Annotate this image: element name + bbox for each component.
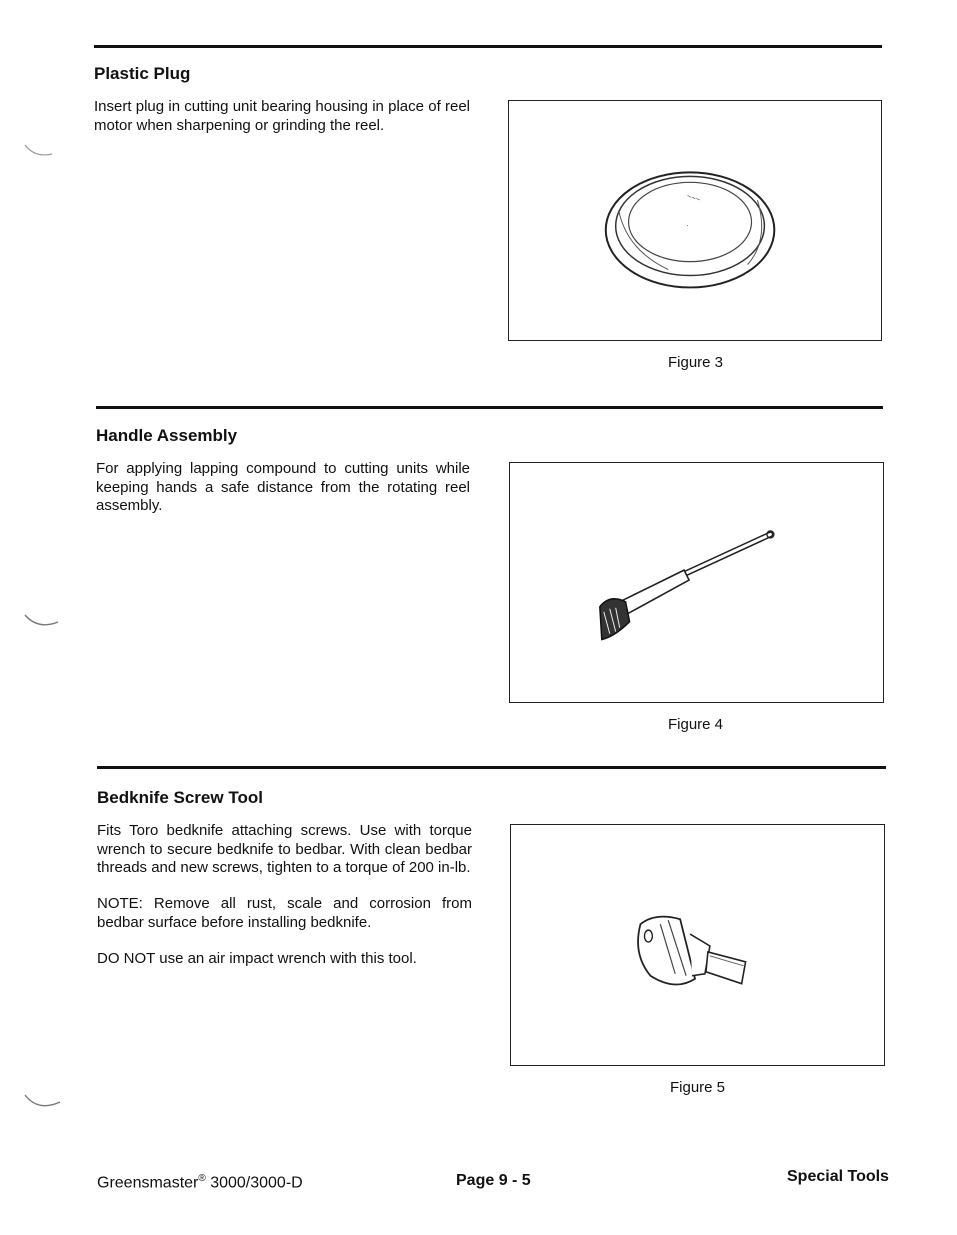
figure-caption: Figure 4	[668, 716, 724, 733]
binder-hole-mark	[0, 140, 60, 170]
section-rule	[94, 45, 882, 48]
figure-caption: Figure 5	[670, 1079, 726, 1096]
footer-product	[97, 1173, 303, 1192]
section-name: Special Tools	[787, 1168, 889, 1185]
page-number: Page 9 - 5	[456, 1172, 531, 1189]
svg-text:~~~: ~~~	[685, 191, 702, 205]
model-number: 3000/3000-D	[205, 1174, 303, 1192]
plastic-plug-icon	[509, 101, 881, 340]
screw-tool-icon	[511, 825, 884, 1065]
binder-hole-mark	[0, 1090, 60, 1120]
section-rule	[96, 406, 883, 409]
section-text: Insert plug in cutting unit bearing housing in place of reel motor when sharpening or grinding the reel.	[94, 98, 470, 134]
section-rule	[97, 766, 886, 769]
figure-caption: Figure 3	[668, 354, 724, 371]
figure-4-frame	[509, 462, 884, 703]
section-heading-handle-assembly: Handle Assembly	[96, 426, 238, 445]
binder-hole-mark	[0, 610, 60, 640]
product-name: Greensmaster	[97, 1174, 199, 1192]
section-text: Fits Toro bedknife attaching screws. Use with torque wrench to secure bedknife to bedbar. With clean bedbar threads and new screws, tighten to a torque of 200 in-lb.	[97, 822, 472, 876]
figure-5-frame	[510, 824, 885, 1066]
figure-3-frame	[508, 100, 882, 341]
section-text: For applying lapping compound to cutting units while keeping hands a safe distance from the rotating reel assembly.	[96, 460, 470, 514]
section-heading-bedknife-screw-tool: Bedknife Screw Tool	[97, 788, 263, 807]
registered-mark: ®	[198, 1173, 206, 1184]
warning-text: DO NOT use an air impact wrench with this tool.	[97, 950, 417, 967]
brush-handle-icon	[510, 463, 883, 702]
svg-text:·: ·	[686, 220, 689, 230]
note-text: NOTE: Remove all rust, scale and corrosion from bedbar surface before installing bedknife.	[97, 895, 472, 931]
section-heading-plastic-plug: Plastic Plug	[94, 64, 191, 83]
